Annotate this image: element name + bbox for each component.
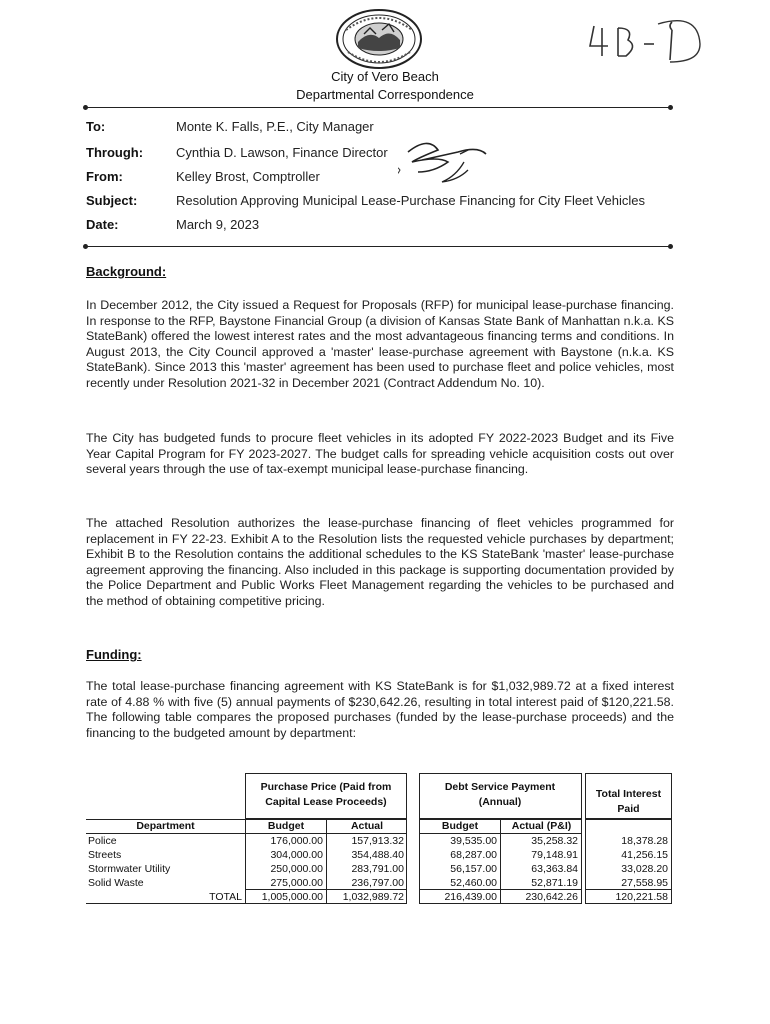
total-purchase-actual: 1,032,989.72 xyxy=(342,891,404,903)
total-debt-budget: 216,439.00 xyxy=(444,891,497,903)
total-interest-header: Total Interest Paid xyxy=(595,788,662,815)
row-debt-budget: 52,460.00 xyxy=(450,877,497,889)
total-purchase-budget: 1,005,000.00 xyxy=(261,891,323,903)
subject-label: Subject: xyxy=(86,193,138,208)
row-debt-actual: 52,871.19 xyxy=(531,877,578,889)
row-debt-budget: 56,157.00 xyxy=(450,863,497,875)
background-paragraph-2: The City has budgeted funds to procure fleet vehicles in its adopted FY 2022-2023 Budget and its Five Year Capital Program for FY 2023-2027. The budget calls for spreading vehicle acquisition costs out over several years through the use of tax-exempt municipal lease-purchase financing. xyxy=(86,431,674,477)
document-type: Departmental Correspondence xyxy=(296,87,474,102)
row-total-interest: 18,378.28 xyxy=(621,835,668,847)
row-department: Streets xyxy=(88,849,122,861)
debt-actual-column-header: Actual (P&I) xyxy=(511,820,572,832)
header-rule-bottom xyxy=(86,246,670,247)
memo-date-row xyxy=(86,216,686,234)
debt-budget-column-header: Budget xyxy=(441,820,479,832)
debt-service-header: Debt Service Payment (Annual) xyxy=(444,781,556,808)
through-value: Cynthia D. Lawson, Finance Director xyxy=(176,145,388,160)
from-value: Kelley Brost, Comptroller xyxy=(176,169,320,184)
row-debt-budget: 68,287.00 xyxy=(450,849,497,861)
date-value: March 9, 2023 xyxy=(176,217,260,232)
total-interest-value: 120,221.58 xyxy=(615,891,668,903)
background-paragraph-3: The attached Resolution authorizes the lease-purchase financing of fleet vehicles programmed for replacement in FY 22-23. Exhibit A to the Resolution lists the requested vehicle purchases by department; Exhibit B to the Resolution contains the additional schedules to the KS StateBank 'master' lease-purchase agreement approving the financing. Also included in this package is supporting documentation provided by the Police Department and Public Works Fleet Management regarding the vehicles to be purchased and the method of obtaining competitive pricing. xyxy=(86,516,674,608)
row-total-interest: 27,558.95 xyxy=(621,877,668,889)
purchase-actual-column-header: Actual xyxy=(350,820,384,832)
header-rule-top xyxy=(86,107,670,108)
from-label: From: xyxy=(86,169,123,184)
background-paragraph-1: In December 2012, the City issued a Request for Proposals (RFP) for municipal lease-purchase financing. In response to the RFP, Baystone Financial Group (a division of Kansas State Bank of Manhattan n.k.a. KS StateBank) offered the lowest interest rates and the most advantageous financing terms and conditions. In August 2013, the City Council approved a 'master' lease-purchase agreement with Baystone (n.k.a. KS StateBank). Since 2013 this 'master' agreement has been used to purchase fleet and police vehicles, most recently under Resolution 2021-32 in December 2021 (Contract Addendum No. 10). xyxy=(86,298,674,390)
org-name: City of Vero Beach xyxy=(331,69,439,84)
row-total-interest: 41,256.15 xyxy=(621,849,668,861)
funding-paragraph: The total lease-purchase financing agreement with KS StateBank is for $1,032,989.72 at a fixed interest rate of 4.88 % with five (5) annual payments of $230,642.26, resulting in total interest paid of $120,221.58. The following table compares the proposed purchases (funded by the lease-purchase proceeds) and the financing to the budgeted amount by department: xyxy=(86,679,674,740)
row-purchase-budget: 176,000.00 xyxy=(270,835,323,847)
memo-to-row xyxy=(86,118,686,136)
total-debt-actual: 230,642.26 xyxy=(525,891,578,903)
row-purchase-actual: 283,791.00 xyxy=(351,863,404,875)
row-department: Solid Waste xyxy=(88,877,144,889)
through-label: Through: xyxy=(86,145,144,160)
row-debt-actual: 35,258.32 xyxy=(531,835,578,847)
row-department: Police xyxy=(88,835,117,847)
city-seal-logo xyxy=(334,8,424,70)
signature-initials xyxy=(398,132,488,190)
row-purchase-budget: 275,000.00 xyxy=(270,877,323,889)
row-debt-budget: 39,535.00 xyxy=(450,835,497,847)
row-purchase-actual: 157,913.32 xyxy=(351,835,404,847)
memo-subject-row xyxy=(86,192,686,210)
purchase-price-header: Purchase Price (Paid from Capital Lease Proceeds) xyxy=(260,781,392,808)
row-debt-actual: 63,363.84 xyxy=(531,863,578,875)
row-purchase-actual: 354,488.40 xyxy=(351,849,404,861)
row-purchase-actual: 236,797.00 xyxy=(351,877,404,889)
to-value: Monte K. Falls, P.E., City Manager xyxy=(176,119,374,134)
memo-through-row xyxy=(86,144,686,162)
row-purchase-budget: 304,000.00 xyxy=(270,849,323,861)
total-row-label: TOTAL xyxy=(209,891,242,903)
date-label: Date: xyxy=(86,217,119,232)
row-purchase-budget: 250,000.00 xyxy=(270,863,323,875)
row-department: Stormwater Utility xyxy=(88,863,171,875)
background-heading: Background: xyxy=(86,264,167,279)
purchase-budget-column-header: Budget xyxy=(267,820,305,832)
row-debt-actual: 79,148.91 xyxy=(531,849,578,861)
to-label: To: xyxy=(86,119,106,134)
memo-from-row xyxy=(86,168,686,186)
subject-value: Resolution Approving Municipal Lease-Purchase Financing for City Fleet Vehicles xyxy=(176,193,645,208)
row-total-interest: 33,028.20 xyxy=(621,863,668,875)
department-column-header: Department xyxy=(136,820,195,832)
handwritten-item-number xyxy=(588,16,708,66)
funding-heading: Funding: xyxy=(86,647,142,662)
